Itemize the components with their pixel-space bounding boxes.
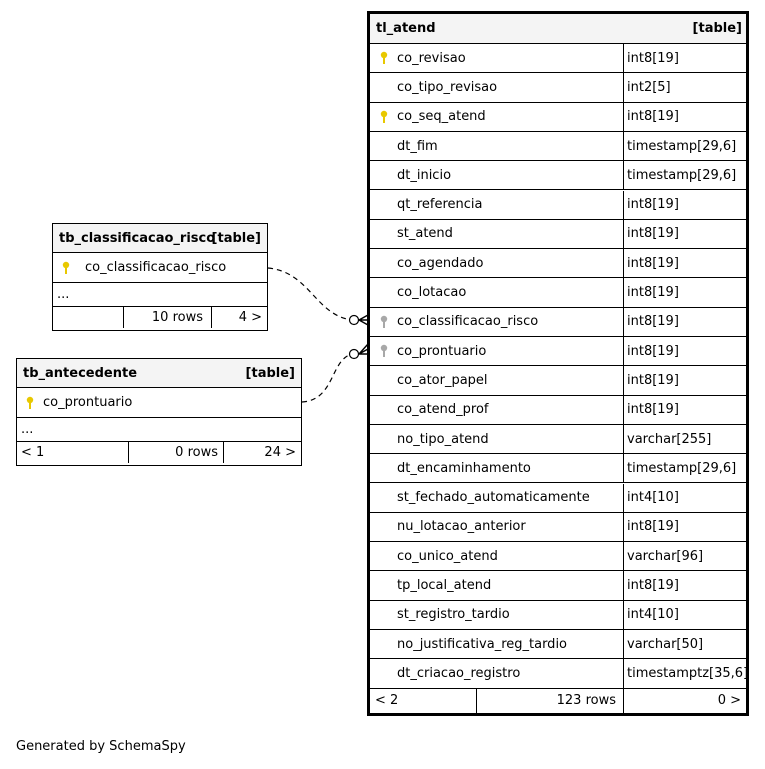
column-name: co_classificacao_risco <box>85 260 227 275</box>
column-type: timestamp[29,6] <box>627 167 737 183</box>
column-type: int4[10] <box>627 607 679 623</box>
column-row[interactable] <box>53 253 267 283</box>
column-row[interactable] <box>17 388 301 418</box>
column-row[interactable] <box>370 220 746 249</box>
column-type: varchar[50] <box>627 636 704 652</box>
relation-line-prontuario <box>302 354 352 402</box>
column-row[interactable] <box>370 425 746 454</box>
column-name: nu_lotacao_anterior <box>397 519 526 535</box>
foreign-key-icon <box>379 315 389 329</box>
column-ellipsis-row <box>53 283 267 307</box>
column-name: dt_criacao_registro <box>397 665 521 681</box>
column-name: co_classificacao_risco <box>397 314 539 330</box>
column-row[interactable] <box>370 278 746 307</box>
primary-key-icon <box>61 261 71 275</box>
column-row[interactable] <box>370 132 746 161</box>
column-name: co_ator_papel <box>397 372 488 388</box>
column-row[interactable] <box>370 454 746 483</box>
table-header <box>17 359 301 388</box>
table-tb-classificacao-risco[interactable] <box>52 223 268 331</box>
row-count: 10 rows <box>151 310 203 325</box>
column-name: no_justificativa_reg_tardio <box>397 636 568 652</box>
column-name: no_tipo_atend <box>397 431 489 447</box>
table-name: tb_antecedente <box>23 365 138 381</box>
column-name: co_unico_atend <box>397 548 498 564</box>
primary-key-icon <box>379 110 389 124</box>
column-type: int8[19] <box>627 226 679 242</box>
column-type: int8[19] <box>627 372 679 388</box>
column-name: co_lotacao <box>397 285 467 301</box>
column-type: timestamp[29,6] <box>627 460 737 476</box>
children-link[interactable]: 4 > <box>238 310 262 325</box>
column-ellipsis-row <box>17 418 301 442</box>
table-header <box>370 14 746 44</box>
row-count: 0 rows <box>175 445 218 460</box>
table-tb-antecedente[interactable] <box>16 358 302 466</box>
column-name: co_tipo_revisao <box>397 79 498 95</box>
parents-link[interactable]: < 2 <box>375 693 399 709</box>
column-row[interactable] <box>370 161 746 190</box>
column-type: int8[19] <box>627 50 679 66</box>
column-row[interactable] <box>370 308 746 337</box>
table-tl-atend[interactable] <box>367 11 749 716</box>
column-name: co_prontuario <box>397 343 487 359</box>
column-name: dt_encaminhamento <box>397 460 531 476</box>
ellipsis: ... <box>21 422 34 437</box>
column-type: varchar[255] <box>627 431 712 447</box>
parents-link[interactable]: < 1 <box>21 445 45 460</box>
column-name: co_agendado <box>397 255 484 271</box>
table-kind: [table] <box>245 365 295 381</box>
column-name: co_prontuario <box>43 395 133 410</box>
relation-end-circle <box>350 350 359 359</box>
column-row[interactable] <box>370 73 746 102</box>
relation-end-circle <box>350 316 359 325</box>
generated-by-note: Generated by SchemaSpy <box>16 739 186 754</box>
table-footer <box>370 689 746 713</box>
column-row[interactable] <box>370 337 746 366</box>
column-type: varchar[96] <box>627 548 704 564</box>
column-type: int8[19] <box>627 314 679 330</box>
column-name: st_registro_tardio <box>397 607 510 623</box>
column-type: int8[19] <box>627 197 679 213</box>
column-row[interactable] <box>370 191 746 220</box>
children-link[interactable]: 0 > <box>717 693 741 709</box>
children-link[interactable]: 24 > <box>264 445 296 460</box>
column-name: co_revisao <box>397 50 466 66</box>
column-row[interactable] <box>370 396 746 425</box>
column-row[interactable] <box>370 44 746 73</box>
column-row[interactable] <box>370 659 749 688</box>
table-name: tl_atend <box>376 21 436 36</box>
column-row[interactable] <box>370 630 746 659</box>
column-type: int2[5] <box>627 79 671 95</box>
column-name: qt_referencia <box>397 197 483 213</box>
column-name: st_atend <box>397 226 453 242</box>
column-type: int8[19] <box>627 402 679 418</box>
column-type: timestamp[29,6] <box>627 138 737 154</box>
column-name: st_fechado_automaticamente <box>397 490 590 506</box>
relation-line-classificacao <box>268 268 352 320</box>
column-row[interactable] <box>370 103 746 132</box>
table-footer <box>17 442 301 463</box>
column-row[interactable] <box>370 513 746 542</box>
table-name: tb_classificacao_risco <box>59 230 216 246</box>
column-type: timestamptz[35,6] <box>627 665 749 681</box>
column-name: tp_local_atend <box>397 578 492 594</box>
table-header <box>53 224 267 253</box>
column-type: int4[10] <box>627 490 679 506</box>
column-row[interactable] <box>370 484 746 513</box>
column-row[interactable] <box>370 601 746 630</box>
table-kind: [table] <box>692 21 742 36</box>
table-kind: [table] <box>211 230 261 246</box>
column-row[interactable] <box>370 542 746 571</box>
table-footer <box>53 307 267 328</box>
column-name: co_atend_prof <box>397 402 489 418</box>
ellipsis: ... <box>57 287 70 302</box>
column-type: int8[19] <box>627 255 679 271</box>
column-type: int8[19] <box>627 578 679 594</box>
column-row[interactable] <box>370 366 746 395</box>
column-name: co_seq_atend <box>397 109 486 125</box>
column-type: int8[19] <box>627 519 679 535</box>
row-count: 123 rows <box>556 693 616 709</box>
primary-key-icon <box>25 396 35 410</box>
column-row[interactable] <box>370 571 746 600</box>
column-row[interactable] <box>370 249 746 278</box>
column-type: int8[19] <box>627 109 679 125</box>
foreign-key-icon <box>379 344 389 358</box>
column-name: dt_fim <box>397 138 438 154</box>
column-type: int8[19] <box>627 343 679 359</box>
column-name: dt_inicio <box>397 167 452 183</box>
column-type: int8[19] <box>627 285 679 301</box>
primary-key-icon <box>379 51 389 65</box>
